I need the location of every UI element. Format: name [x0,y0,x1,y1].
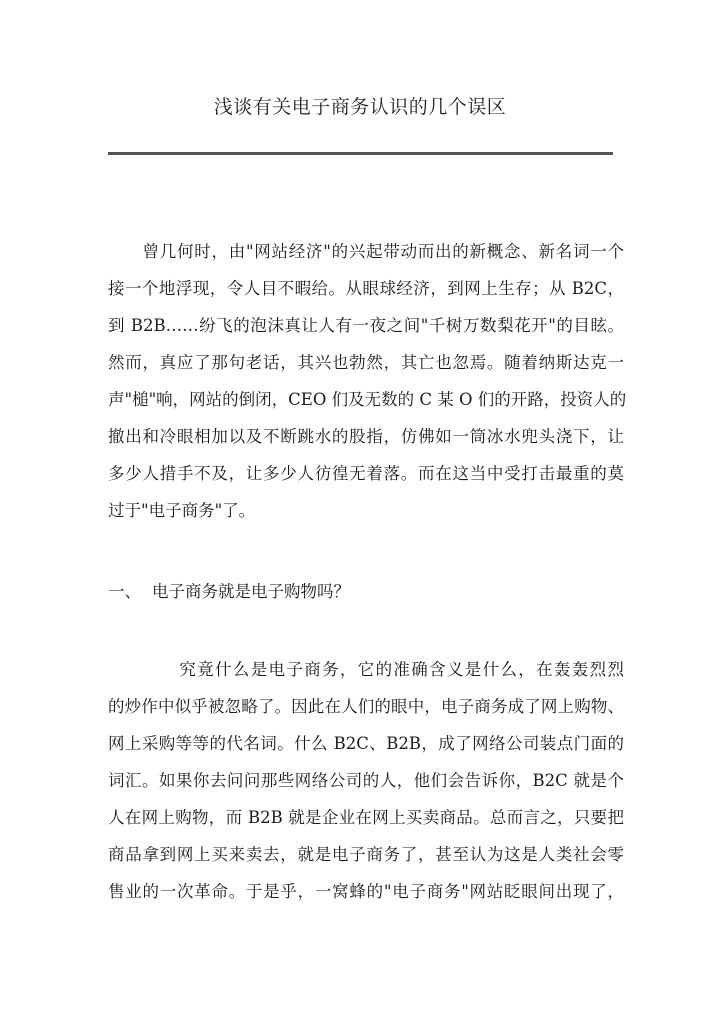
section-number: 一、 [108,582,141,601]
paragraph-line: 多少人措手不及，让多少人彷徨无着落。而在这当中受打击最重的莫 [108,464,624,483]
paragraph-line: 词汇。如果你去问问那些网络公司的人，他们会告诉你，B2C 就是个 [108,771,624,790]
section-paragraph [108,651,624,910]
paragraph-line: 接一个地浮现，令人目不暇给。从眼球经济，到网上生存；从 B2C， [108,279,624,298]
paragraph-line: 商品拿到网上买来卖去，就是电子商务了，甚至认为这是人类社会零 [108,845,624,864]
title-divider [108,152,613,155]
paragraph-line: 网上采购等等的代名词。什么 B2C、B2B，成了网络公司装点门面的 [108,734,624,753]
intro-paragraph [108,233,627,529]
paragraph-line: 撤出和冷眼相加以及不断跳水的股指，仿佛如一筒冰水兜头浇下，让 [108,427,624,446]
paragraph-line: 然而，真应了那句老话，其兴也勃然，其亡也忽焉。随着纳斯达克一 [108,353,624,372]
paragraph-line: 曾几何时，由"网站经济"的兴起带动而出的新概念、新名词一个 [108,242,624,261]
section-heading-text: 电子商务就是电子购物吗？ [152,582,350,601]
document-title: 浅谈有关电子商务认识的几个误区 [213,96,507,118]
paragraph-line: 售业的一次革命。于是乎，一窝蜂的"电子商务"网站眨眼间出现了， [108,882,624,901]
paragraph-line: 过于"电子商务"了。 [108,501,256,520]
section-heading [108,573,350,610]
paragraph-line: 声"槌"响，网站的倒闭，CEO 们及无数的 C 某 O 们的开路，投资人的 [108,390,627,409]
paragraph-line: 究竟什么是电子商务，它的准确含义是什么，在轰轰烈烈 [108,660,624,679]
paragraph-line: 的炒作中似乎被忽略了。因此在人们的眼中，电子商务成了网上购物、 [108,697,624,716]
paragraph-line: 人在网上购物，而 B2B 就是企业在网上买卖商品。总而言之，只要把 [108,808,624,827]
paragraph-line: 到 B2B……纷飞的泡沫真让人有一夜之间"千树万数梨花开"的目眩。 [108,316,624,335]
